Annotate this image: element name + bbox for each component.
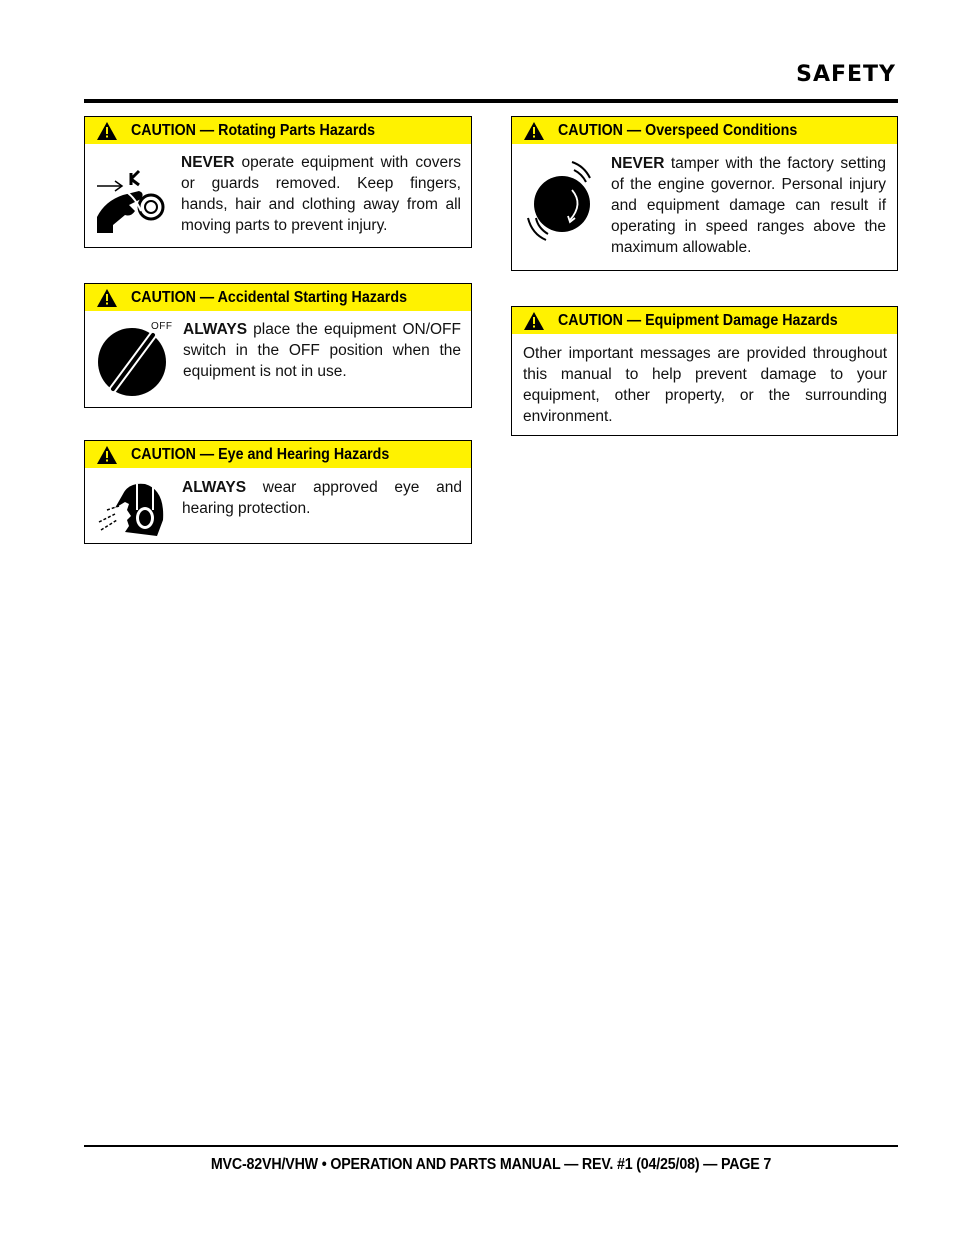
- caution-message: [182, 477, 462, 519]
- caution-title: CAUTION — Equipment Damage Hazards: [558, 311, 838, 329]
- caution-header: [85, 117, 471, 144]
- caution-title: CAUTION — Accidental Starting Hazards: [131, 288, 408, 306]
- page-title: SAFETY: [796, 62, 896, 87]
- caution-text: operate equipment with covers or guards removed. Keep fingers, hands, hair and clothing away from all moving parts to prevent injury.: [181, 154, 461, 234]
- caution-lead: NEVER: [181, 154, 235, 171]
- off-label: OFF: [151, 321, 173, 332]
- caution-rotating-parts: [84, 116, 472, 248]
- caution-header: [85, 441, 471, 468]
- warning-triangle-icon: [97, 289, 117, 307]
- caution-message: [611, 153, 886, 258]
- rotating-parts-icon: [95, 161, 165, 235]
- caution-header: [512, 117, 897, 144]
- caution-title: CAUTION — Overspeed Conditions: [558, 121, 798, 139]
- top-rule: [84, 99, 898, 103]
- page-footer: MVC-82VH/VHW • OPERATION AND PARTS MANUAL — REV. #1 (04/25/08) — PAGE 7: [210, 1156, 772, 1173]
- caution-accidental-starting: [84, 283, 472, 408]
- off-switch-icon: [97, 327, 167, 397]
- caution-lead: ALWAYS: [182, 479, 247, 496]
- overspeed-icon: [524, 158, 600, 244]
- eye-hearing-protection-icon: [97, 480, 165, 536]
- caution-equipment-damage: [511, 306, 898, 436]
- warning-triangle-icon: [524, 122, 544, 140]
- caution-message: Other important messages are provided throughout this manual to help prevent damage to your equipment, other property, or the surrounding environment.: [523, 345, 887, 425]
- caution-title: CAUTION — Rotating Parts Hazards: [131, 121, 376, 139]
- warning-triangle-icon: [524, 312, 544, 330]
- caution-message: [181, 152, 461, 236]
- warning-triangle-icon: [97, 446, 117, 464]
- caution-title: CAUTION — Eye and Hearing Hazards: [131, 445, 390, 463]
- caution-lead: ALWAYS: [183, 321, 248, 338]
- caution-header: [85, 284, 471, 311]
- bottom-rule: [84, 1145, 898, 1147]
- caution-text: place the equipment ON/OFF switch in the OFF position when the equipment is not in use.: [183, 321, 461, 380]
- caution-eye-hearing: [84, 440, 472, 544]
- warning-triangle-icon: [97, 122, 117, 140]
- caution-overspeed: [511, 116, 898, 271]
- caution-text: tamper with the factory setting of the engine governor. Personal injury and equipment damage can result if operating in speed ranges above the maximum allowable.: [611, 155, 886, 256]
- caution-header: [512, 307, 897, 334]
- caution-text: wear approved eye and hearing protection.: [182, 479, 462, 517]
- caution-lead: NEVER: [611, 155, 665, 172]
- caution-message: [183, 319, 461, 382]
